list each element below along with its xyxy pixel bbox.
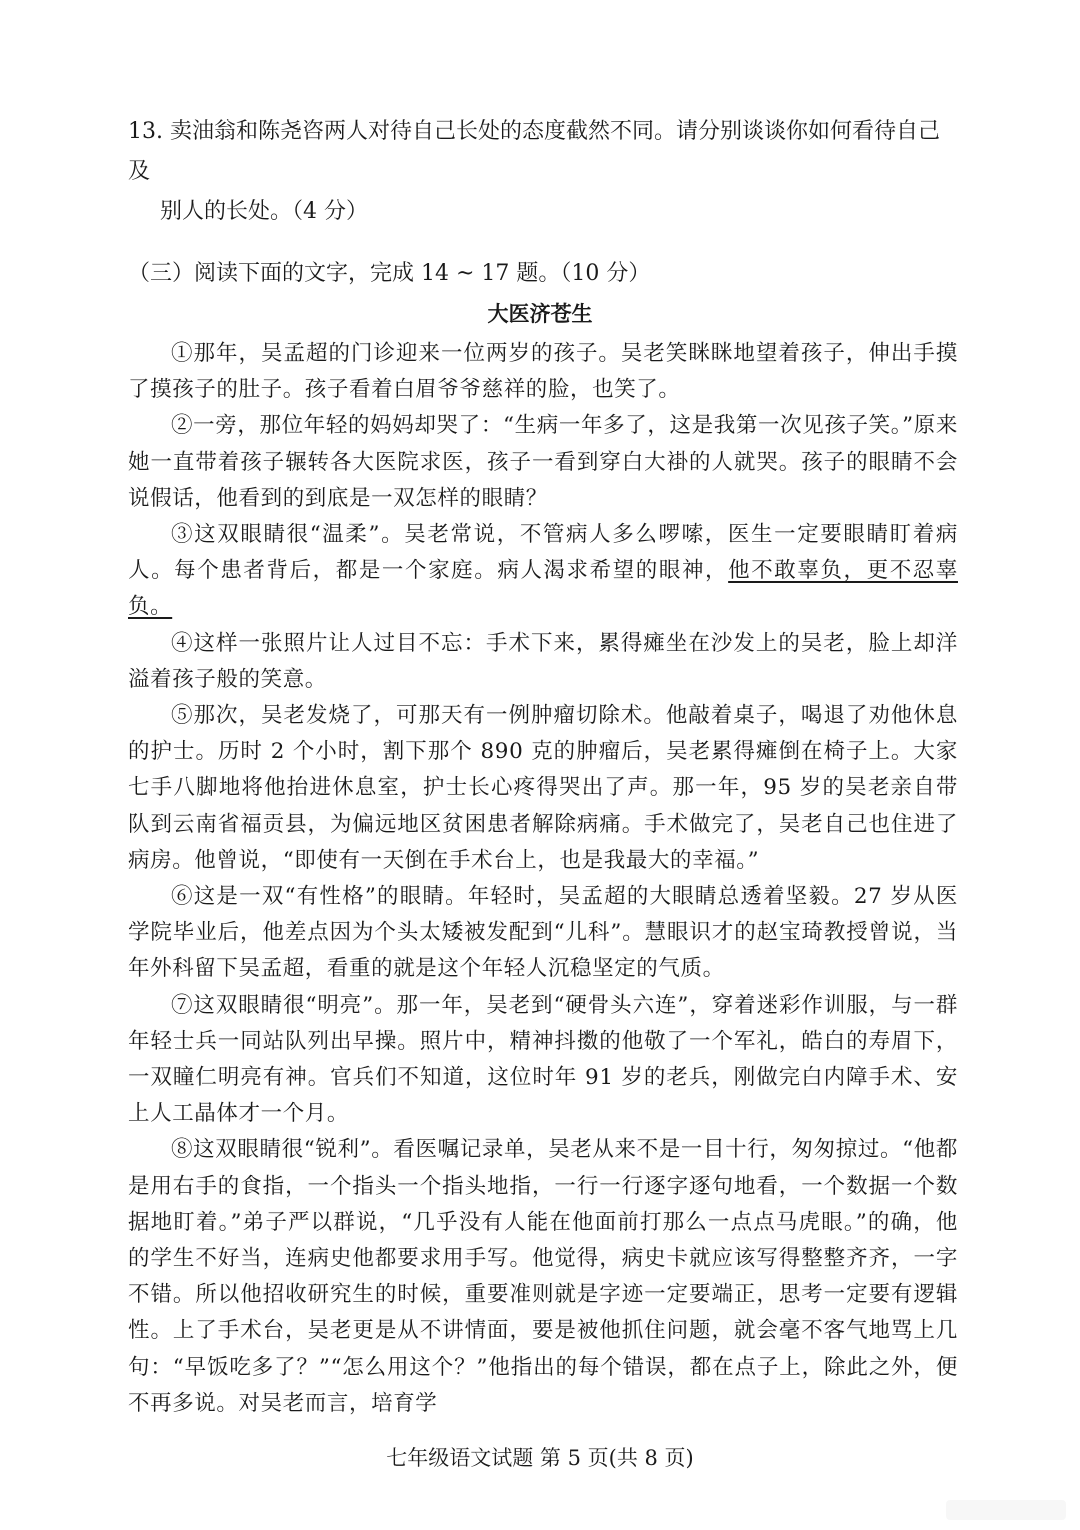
article-body (128, 336, 958, 1422)
paragraph-1: ①那年，吴孟超的门诊迎来一位两岁的孩子。吴老笑眯眯地望着孩子，伸出手摸了摸孩子的肚子。孩子看着白眉爷爷慈祥的脸，也笑了。 (128, 341, 958, 403)
page-footer: 七年级语文试题 第 5 页(共 8 页) (386, 1446, 694, 1470)
question-13 (128, 112, 958, 232)
section-three-heading: （三）阅读下面的文字，完成 14 ~ 17 题。（10 分） (128, 261, 651, 286)
paragraph-3-underlined: 他不敢辜负，更不忍辜负。 (128, 558, 958, 620)
watermark-logo (946, 1500, 1066, 1520)
paragraph-2: ②一旁，那位年轻的妈妈却哭了：“生病一年多了，这是我第一次见孩子笑。”原来她一直带着孩子辗转各大医院求医，孩子一看到穿白大褂的人就哭。孩子的眼睛不会说假话，他看到的到底是一双怎样的眼睛？ (128, 413, 958, 511)
question-13-line1: 13. 卖油翁和陈尧咨两人对待自己长处的态度截然不同。请分别谈谈你如何看待自己及 (128, 119, 940, 184)
paragraph-6: ⑥这是一双“有性格”的眼睛。年轻时，吴孟超的大眼睛总透着坚毅。27 岁从医学院毕业后，他差点因为个头太矮被发配到“儿科”。慧眼识才的赵宝琦教授曾说，当年外科留下吴孟超，看重的就是这个年轻人沉稳坚定的气质。 (128, 884, 958, 982)
paragraph-7: ⑦这双眼睛很“明亮”。那一年，吴老到“硬骨头六连”，穿着迷彩作训服，与一群年轻士兵一同站队列出早操。照片中，精神抖擞的他敬了一个军礼，皓白的寿眉下，一双瞳仁明亮有神。官兵们不知道，这位时年 91 岁的老兵，刚做完白内障手术、安上人工晶体才一个月。 (128, 992, 958, 1127)
paragraph-5: ⑤那次，吴老发烧了，可那天有一例肿瘤切除术。他敲着桌子，喝退了劝他休息的护士。历时 2 个小时，割下那个 890 克的肿瘤后，吴老累得瘫倒在椅子上。大家七手八脚地将他抬进休息室，护士长心疼得哭出了声。那一年，95 岁的吴老亲自带队到云南省福贡县，为偏远地区贫困患者解除病痛。手术做完了，吴老自己也住进了病房。他曾说，“即使有一天倒在手术台上，也是我最大的幸福。” (128, 703, 958, 873)
question-13-line2: 别人的长处。（4 分） (160, 199, 368, 224)
paragraph-8: ⑧这双眼睛很“锐利”。看医嘱记录单，吴老从来不是一目十行，匆匆掠过。“他都是用右手的食指，一个指头一个指头地指，一行一行逐字逐句地看，一个数据一个数据地盯着。”弟子严以群说，“几乎没有人能在他面前打那么一点点马虎眼。”的确，他的学生不好当，连病史他都要求用手写。他觉得，病史卡就应该写得整整齐齐，一字不错。所以他招收研究生的时候，重要准则就是字迹一定要端正，思考一定要有逻辑性。上了手术台，吴老更是从不讲情面，要是被他抓住问题，就会毫不客气地骂上几句：“早饭吃多了？”“怎么用这个？”他指出的每个错误，都在点子上，除此之外，便不再多说。对吴老而言，培育学 (128, 1137, 958, 1416)
paragraph-4: ④这样一张照片让人过目不忘：手术下来，累得瘫坐在沙发上的吴老，脸上却洋溢着孩子般的笑意。 (128, 630, 958, 692)
paragraph-3 (128, 517, 958, 626)
paragraph-3-text: ③这双眼睛很“温柔”。吴老常说，不管病人多么啰嗦，医生一定要眼睛盯着病人。每个患者背后，都是一个家庭。病人渴求希望的眼神， (128, 522, 958, 584)
article-title: 大医济苍生 (487, 302, 593, 326)
